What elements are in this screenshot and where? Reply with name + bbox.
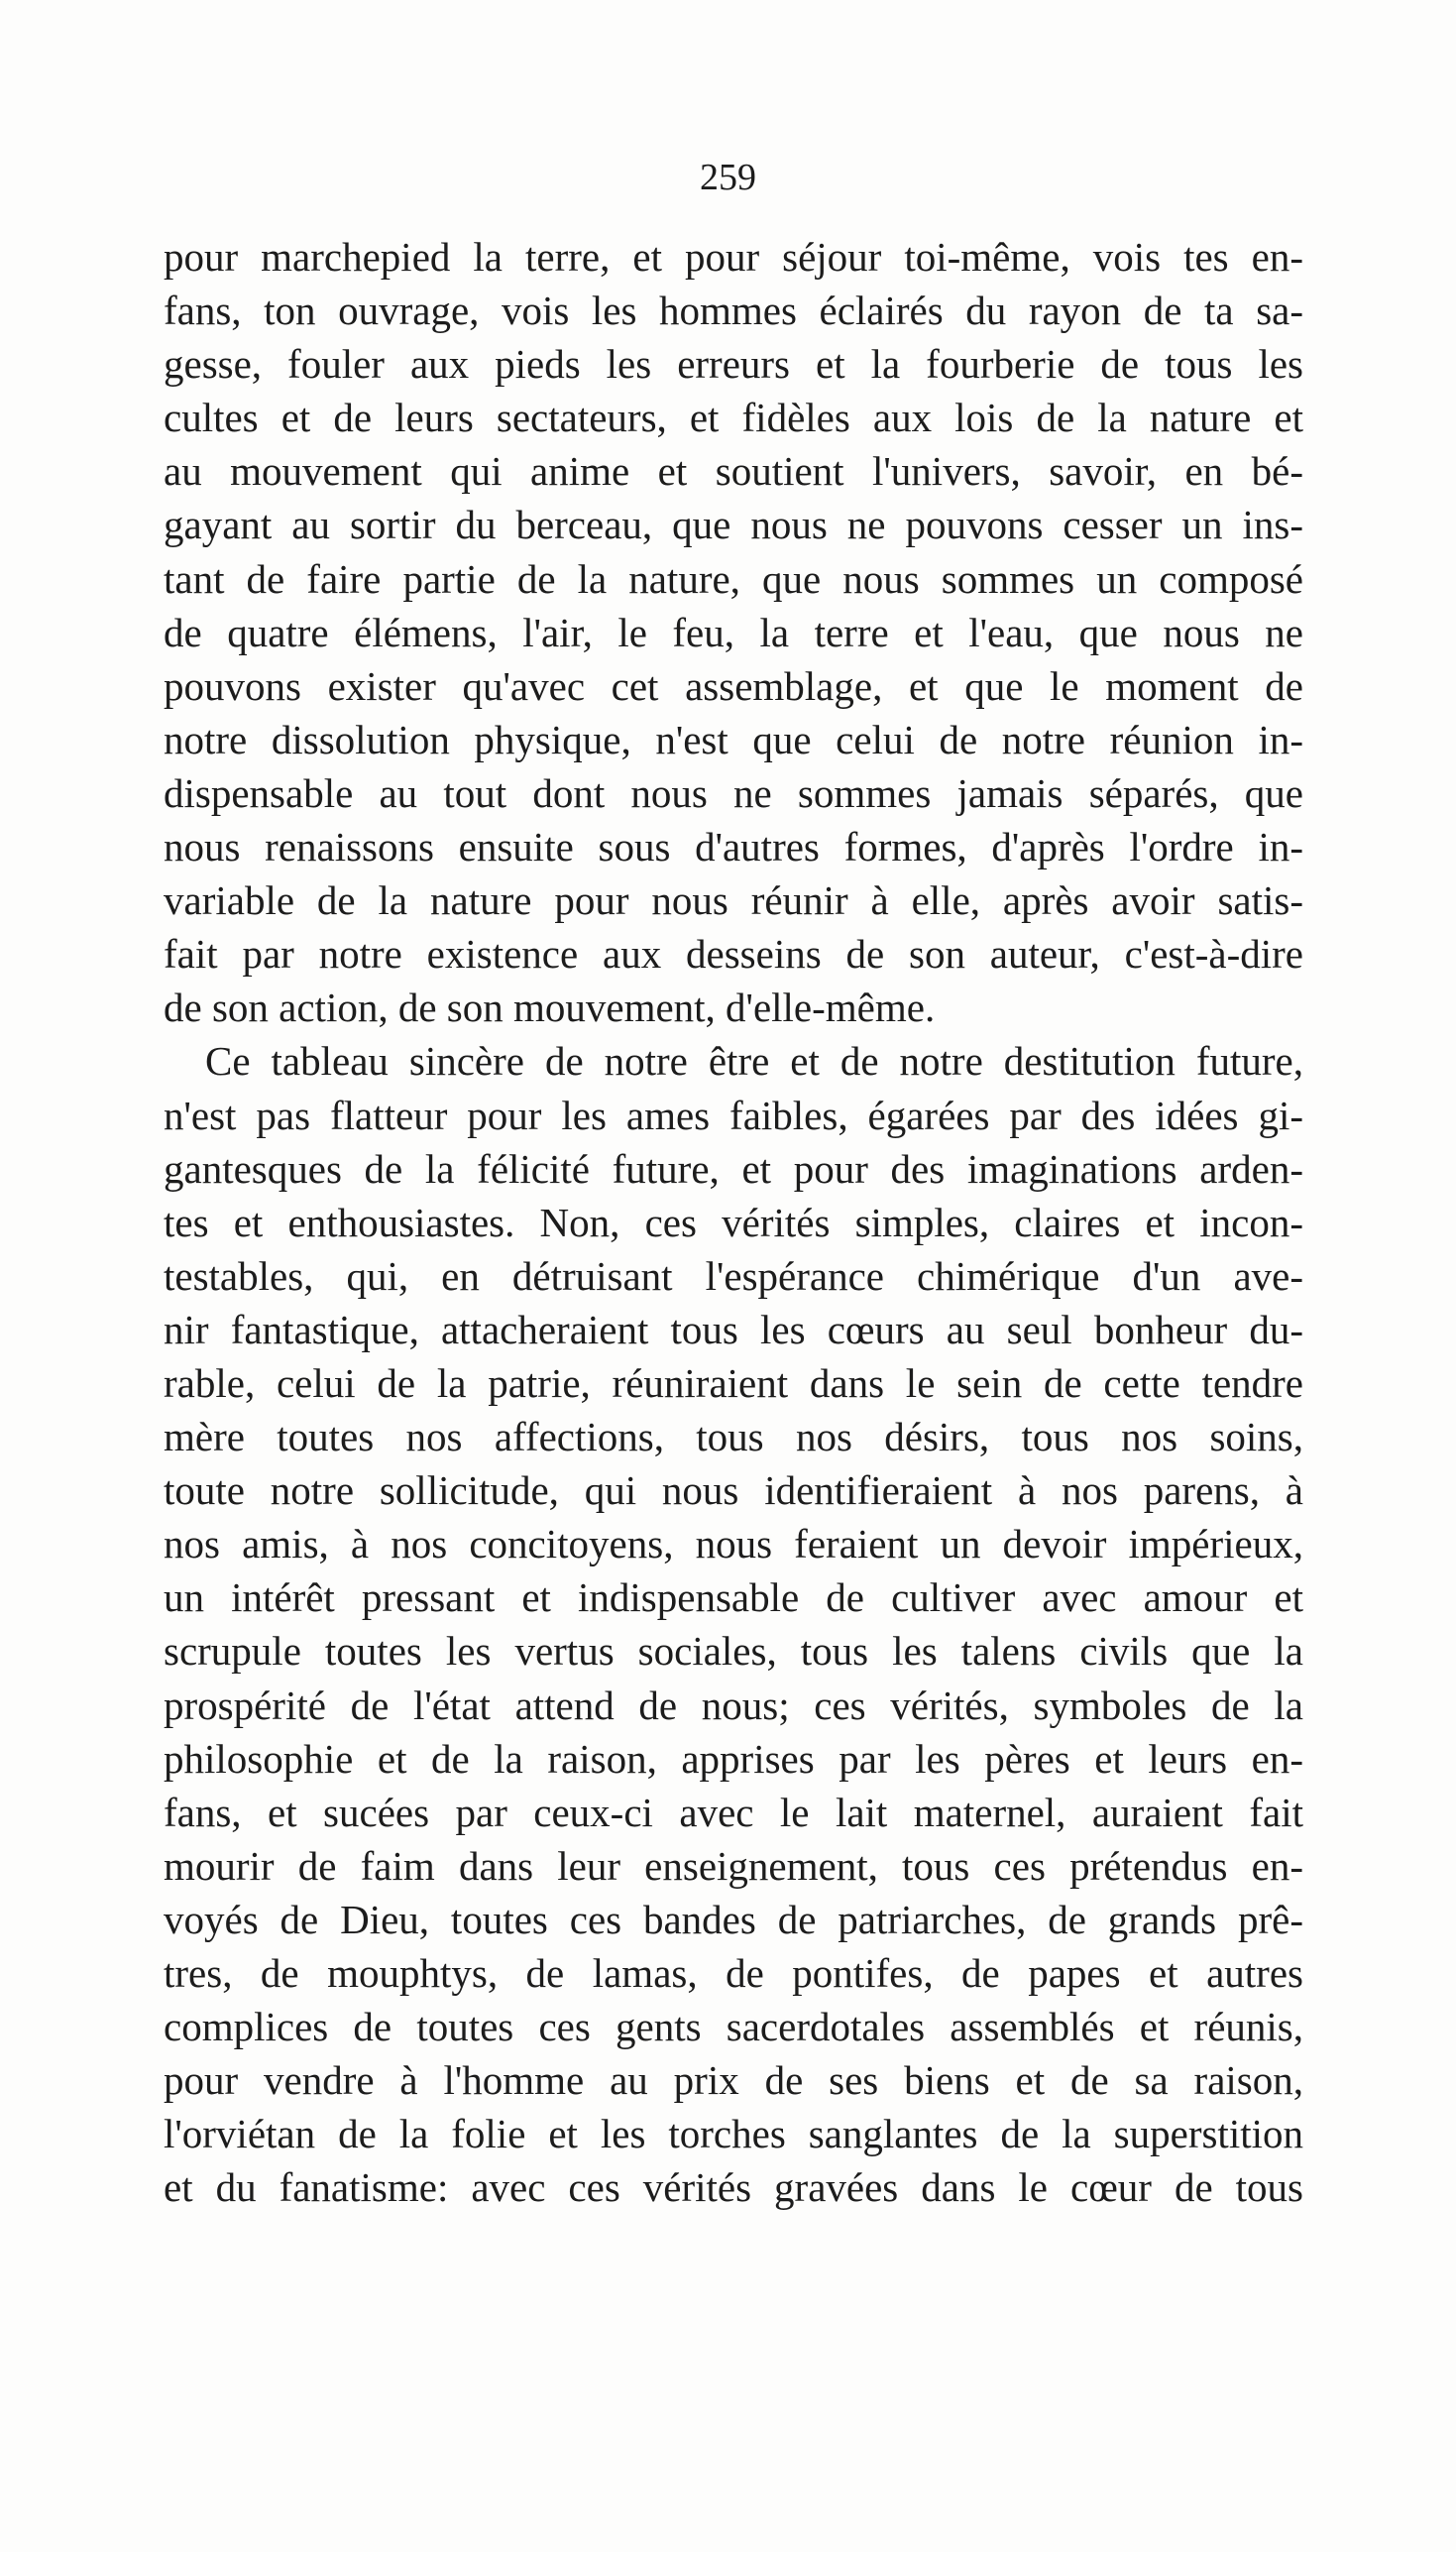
text-line: tes et enthousiastes. Non, ces vérités simples, claires et incon- <box>164 1199 1303 1245</box>
text-line: testables, qui, en détruisant l'espérance chimérique d'un ave- <box>164 1252 1303 1299</box>
text-line: tant de faire partie de la nature, que nous sommes un composé <box>164 555 1303 602</box>
text-line: pour vendre à l'homme au prix de ses biens et de sa raison, <box>164 2057 1303 2104</box>
text-line: prospérité de l'état attend de nous; ces vérités, symboles de la <box>164 1682 1303 1728</box>
text-line: l'orviétan de la folie et les torches sanglantes de la superstition <box>164 2111 1303 2157</box>
text-line: mourir de faim dans leur enseignement, tous ces prétendus en- <box>164 1842 1303 1889</box>
paragraph-end-line: de son action, de son mouvement, d'elle-même. <box>164 985 936 1031</box>
text-line: complices de toutes ces gents sacerdotales assemblés et réunis, <box>164 2004 1303 2050</box>
text-line: dispensable au tout dont nous ne sommes jamais séparés, que <box>164 769 1303 816</box>
text-line: n'est pas flatteur pour les ames faibles, égarées par des idées gi- <box>164 1092 1303 1138</box>
text-line: pour marchepied la terre, et pour séjour toi-même, vois tes en- <box>164 234 1303 280</box>
text-line: nos amis, à nos concitoyens, nous feraient un devoir impérieux, <box>164 1521 1303 1567</box>
text-line: variable de la nature pour nous réunir à elle, après avoir satis- <box>164 877 1303 924</box>
text-line: gayant au sortir du berceau, que nous ne pouvons cesser un ins- <box>164 502 1303 548</box>
text-line: un intérêt pressant et indispensable de cultiver avec amour et <box>164 1574 1303 1621</box>
text-line: nous renaissons ensuite sous d'autres formes, d'après l'ordre in- <box>164 824 1303 870</box>
text-line: notre dissolution physique, n'est que celui de notre réunion in- <box>164 716 1303 762</box>
paragraph-first-line: Ce tableau sincère de notre être et de notre destitution future, <box>205 1038 1303 1085</box>
text-line: mère toutes nos affections, tous nos désirs, tous nos soins, <box>164 1414 1303 1460</box>
text-line: fait par notre existence aux desseins de son auteur, c'est-à-dire <box>164 931 1303 978</box>
text-line: gantesques de la félicité future, et pour des imaginations arden- <box>164 1145 1303 1192</box>
text-line: tres, de mouphtys, de lamas, de pontifes, de papes et autres <box>164 1950 1303 1996</box>
text-line: toute notre sollicitude, qui nous identifieraient à nos parens, à <box>164 1467 1303 1514</box>
page-number: 259 <box>700 157 756 198</box>
text-line: et du fanatisme: avec ces vérités gravées dans le cœur de tous <box>164 2164 1303 2211</box>
text-line: gesse, fouler aux pieds les erreurs et la fourberie de tous les <box>164 341 1303 388</box>
text-line: pouvons exister qu'avec cet assemblage, et que le moment de <box>164 662 1303 709</box>
text-line: nir fantastique, attacheraient tous les cœurs au seul bonheur du- <box>164 1306 1303 1352</box>
text-line: philosophie et de la raison, apprises par les pères et leurs en- <box>164 1735 1303 1782</box>
text-line: scrupule toutes les vertus sociales, tous les talens civils que la <box>164 1628 1303 1675</box>
text-line: fans, ton ouvrage, vois les hommes éclairés du rayon de ta sa- <box>164 288 1303 334</box>
text-line: rable, celui de la patrie, réuniraient dans le sein de cette tendre <box>164 1359 1303 1406</box>
text-line: de quatre élémens, l'air, le feu, la terre et l'eau, que nous ne <box>164 609 1303 655</box>
text-line: au mouvement qui anime et soutient l'univers, savoir, en bé- <box>164 448 1303 495</box>
body-text <box>164 230 1303 2214</box>
text-line: voyés de Dieu, toutes ces bandes de patriarches, de grands prê- <box>164 1896 1303 1942</box>
text-line: cultes et de leurs sectateurs, et fidèles aux lois de la nature et <box>164 395 1303 441</box>
text-line: fans, et sucées par ceux-ci avec le lait maternel, auraient fait <box>164 1789 1303 1835</box>
